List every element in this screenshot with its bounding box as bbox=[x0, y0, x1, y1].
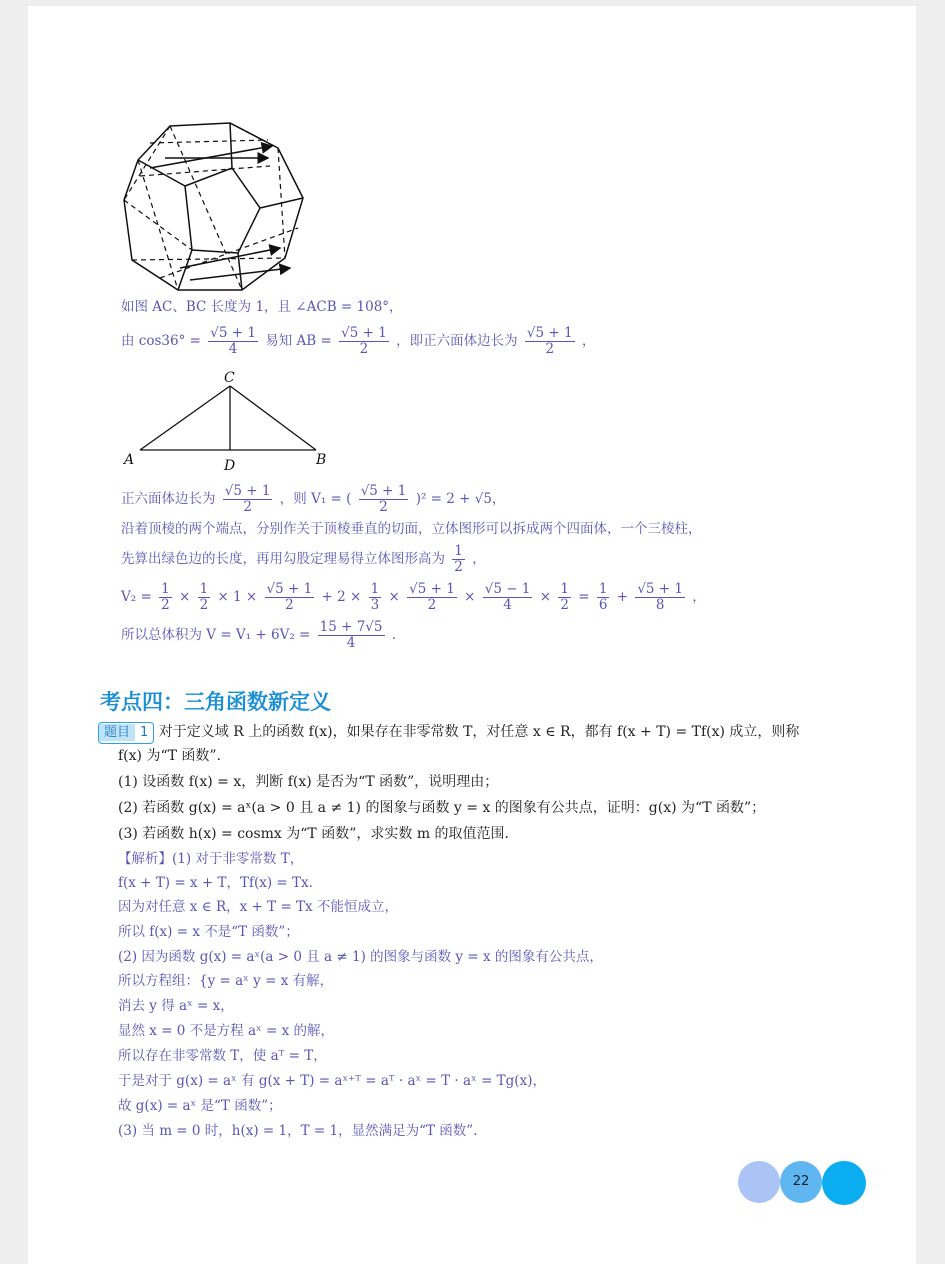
analysis-line-6: 所以方程组：{y = aˣ y = x 有解， bbox=[118, 973, 334, 989]
analysis-line-8: 显然 x = 0 不是方程 aˣ = x 的解， bbox=[118, 1023, 335, 1039]
document-page bbox=[28, 6, 916, 1264]
fraction: $\frac{15 + 7√5}{4}$ bbox=[319, 619, 383, 651]
fraction: $\frac{√5 + 1}{8}$ bbox=[637, 581, 683, 613]
question-1: (1) 设函数 f(x) = x，判断 f(x) 是否为“T 函数”，说明理由； bbox=[118, 774, 499, 790]
fraction: $\frac{√5 + 1}{2}$ bbox=[526, 325, 573, 357]
fraction: $\frac{√5 + 1}{2}$ bbox=[360, 483, 407, 515]
fraction: $\frac{1}{6}$ bbox=[598, 581, 608, 613]
question-2: (2) 若函数 g(x) = aˣ(a > 0 且 a ≠ 1) 的图象与函数 y = x 的图象有公共点，证明：g(x) 为“T 函数”； bbox=[118, 800, 766, 816]
analysis-line-1: 【解析】(1) 对于非零常数 T， bbox=[118, 851, 304, 867]
analysis-line-10: 于是对于 g(x) = aˣ 有 g(x + T) = aˣ⁺ᵀ = aᵀ · aˣ = T · aˣ = Tg(x)， bbox=[118, 1073, 546, 1089]
solution-line-3: 正六面体边长为 $\frac{√5 + 1}{2}$ ，则 V₁ = ( $\frac{√5 + 1}{2}$ )² = 2 + √5， bbox=[121, 483, 506, 515]
fraction: $\frac{√5 + 1}{2}$ bbox=[409, 581, 455, 613]
page-number: 22 bbox=[780, 1161, 822, 1203]
fraction: $\frac{1}{2}$ bbox=[560, 581, 569, 613]
solution-line-7: 所以总体积为 V = V₁ + 6V₂ = $\frac{15 + 7√5}{4}$ . bbox=[121, 619, 397, 651]
solution-line-4: 沿着顶棱的两个端点，分别作关于顶棱垂直的切面，立体图形可以拆成两个四面体，一个三棱柱， bbox=[121, 521, 702, 537]
footer-circle-left bbox=[738, 1161, 780, 1203]
triangle-figure bbox=[120, 366, 340, 476]
fraction: $\frac{√5 + 1}{2}$ bbox=[224, 483, 271, 515]
fraction: $\frac{1}{2}$ bbox=[454, 543, 463, 575]
analysis-line-7: 消去 y 得 aˣ = x， bbox=[118, 998, 234, 1014]
solution-line-1: 如图 AC、BC 长度为 1，且 ∠ACB = 108°， bbox=[121, 299, 403, 315]
fraction: $\frac{1}{3}$ bbox=[370, 581, 380, 613]
vertex-label-c: C bbox=[224, 370, 235, 386]
vertex-label-d: D bbox=[224, 458, 236, 474]
analysis-line-4: 所以 f(x) = x 不是“T 函数”； bbox=[118, 924, 299, 940]
analysis-line-9: 所以存在非零常数 T，使 aᵀ = T， bbox=[118, 1048, 327, 1064]
analysis-line-11: 故 g(x) = aˣ 是“T 函数”； bbox=[118, 1098, 282, 1114]
analysis-line-3: 因为对任意 x ∈ R，x + T = Tx 不能恒成立， bbox=[118, 899, 398, 915]
fraction: $\frac{√5 - 1}{4}$ bbox=[484, 581, 531, 613]
vertex-label-b: B bbox=[316, 452, 327, 468]
fraction: $\frac{√5 + 1}{2}$ bbox=[266, 581, 313, 613]
solution-line-6: V₂ = $\frac{1}{2}$ × $\frac{1}{2}$ × 1 × $\frac{√5 + 1}{2}$ + 2 × $\frac{1}{3}$ × $\frac{√5 + 1}{2}$ × $\frac{√5 - 1}{4}$ × $\frac{1}{2}$ = $\frac{1}{6}$ + $\frac{√5 + 1}{8}$ ， bbox=[121, 581, 706, 613]
problem-line-2: f(x) 为“T 函数”. bbox=[118, 748, 222, 764]
solution-line-5: 先算出绿色边的长度，再用勾股定理易得立体图形高为 $\frac{1}{2}$ ， bbox=[121, 543, 486, 575]
fraction: $\frac{1}{2}$ bbox=[199, 581, 209, 613]
analysis-line-12: (3) 当 m = 0 时，h(x) = 1，T = 1，显然满足为“T 函数”. bbox=[118, 1123, 478, 1139]
problem-line-1: 题目 1 对于定义域 R 上的函数 f(x)，如果存在非零常数 T，对任意 x ∈ R，都有 f(x + T) = Tf(x) 成立，则称 bbox=[98, 722, 799, 744]
section-heading: 考点四：三角函数新定义 bbox=[100, 690, 331, 714]
question-3: (3) 若函数 h(x) = cosmx 为“T 函数”，求实数 m 的取值范围. bbox=[118, 826, 510, 842]
fraction: $\frac{√5 + 1}{2}$ bbox=[341, 325, 387, 357]
fraction: $\frac{√5 + 1}{4}$ bbox=[210, 325, 256, 357]
analysis-line-2: f(x + T) = x + T，Tf(x) = Tx. bbox=[118, 875, 313, 891]
solution-line-2: 由 cos36° = $\frac{√5 + 1}{4}$ 易知 AB = $\frac{√5 + 1}{2}$ ，即正六面体边长为 $\frac{√5 + 1}{2}$ ， bbox=[121, 325, 596, 357]
footer-circle-right bbox=[822, 1161, 866, 1205]
analysis-line-5: (2) 因为函数 g(x) = aˣ(a > 0 且 a ≠ 1) 的图象与函数 y = x 的图象有公共点， bbox=[118, 949, 603, 965]
fraction: $\frac{1}{2}$ bbox=[161, 581, 170, 613]
dodecahedron-figure bbox=[120, 118, 315, 293]
problem-badge: 题目 1 bbox=[98, 722, 154, 744]
vertex-label-a: A bbox=[124, 452, 135, 468]
